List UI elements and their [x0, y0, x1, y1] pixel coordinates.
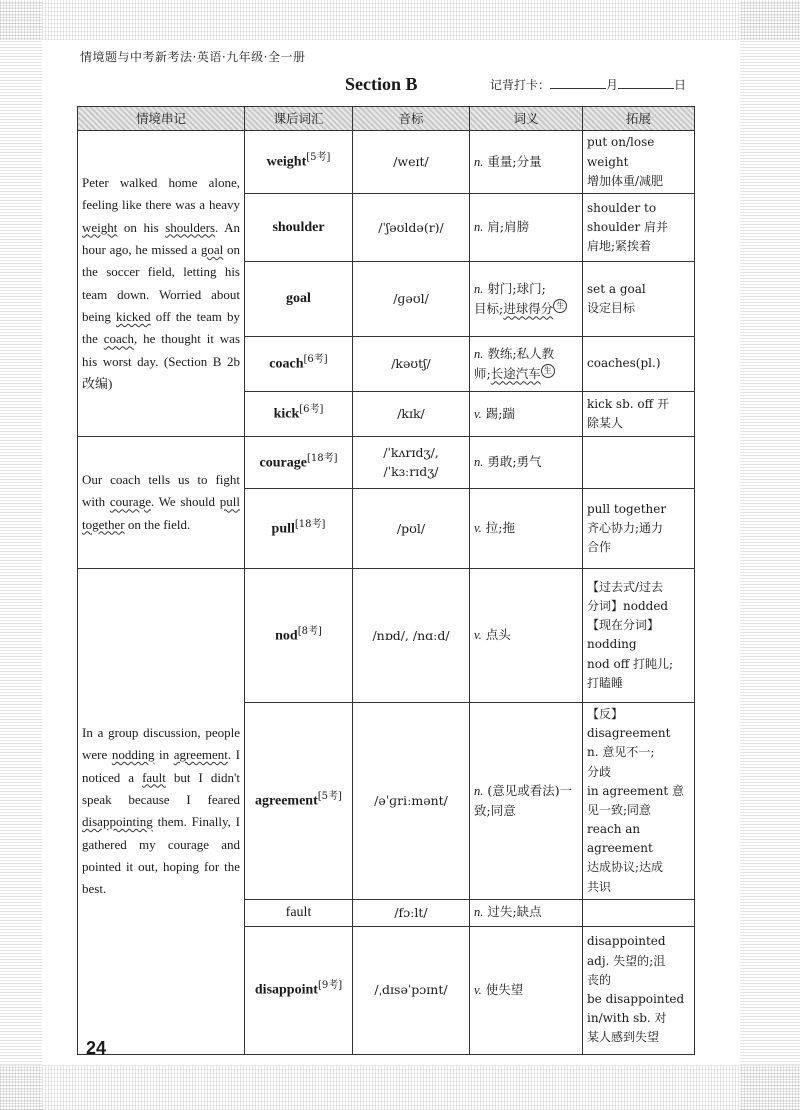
vocab-word: fault [245, 899, 353, 926]
meaning: n. 肩;肩膀 [470, 193, 583, 261]
extension: shoulder to shoulder 肩并 肩地;紧挨着 [583, 193, 695, 261]
context-story-2: Our coach tells us to fight with courage. We should pull together on the field. [78, 436, 245, 568]
keyword: weight [82, 219, 118, 235]
context-story-3: In a group discussion, people were nodding in agreement. I noticed a fault but I didn't speak because I feared disappointing them. Finally, I gathered my courage and pointed it out, hoping for the best. [78, 568, 245, 1054]
extension: kick sb. off 开 除某人 [583, 391, 695, 436]
vocab-word: coach[6考] [245, 336, 353, 391]
new-word-badge: 生 [553, 299, 567, 313]
keyword: agreement [173, 747, 228, 763]
meaning: n. 重量;分量 [470, 131, 583, 194]
meaning: n. 射门;球门; 目标;进球得分 生 [470, 261, 583, 336]
column-header: 情境串记 [78, 107, 245, 131]
keyword: shoulders [165, 219, 216, 235]
context-story-1: Peter walked home alone, feeling like there was a heavy weight on his shoulders. An hour ago, he missed a goal on the soccer field, letting his team down. Worried about being kicked off the team by the coach, he thought it was his worst day. (Section B 2b 改编) [78, 131, 245, 437]
vocab-word: courage[18考] [245, 436, 353, 488]
vocab-word: kick[6考] [245, 391, 353, 436]
keyword: nodding [111, 747, 155, 763]
vocabulary-table [77, 106, 695, 1055]
page-number: 24 [86, 1038, 107, 1058]
meaning: v. 点头 [470, 568, 583, 702]
vocab-word: goal [245, 261, 353, 336]
meaning: n. 过失;缺点 [470, 899, 583, 926]
phonetic: /kɪk/ [353, 391, 470, 436]
extension: disappointed adj. 失望的;沮 丧的 be disappointed in/with sb. 对 某人感到失望 [583, 926, 695, 1054]
scan-edge-top [0, 0, 800, 40]
meaning: v. 使失望 [470, 926, 583, 1054]
extension [583, 436, 695, 488]
phonetic: /əˈɡriːmənt/ [353, 702, 470, 899]
keyword: pull together [82, 494, 240, 532]
keyword: kicked [115, 309, 151, 325]
meaning: n. (意见或看法)一致;同意 [470, 702, 583, 899]
day-label: 日 [674, 78, 687, 92]
book-title: 情境题与中考新考法·英语·九年级·全一册 [80, 50, 306, 64]
keyword: courage [109, 494, 151, 510]
phonetic: /pʊl/ [353, 488, 470, 568]
meaning: v. 拉;拖 [470, 488, 583, 568]
column-header: 课后词汇 [245, 107, 353, 131]
vocab-word: nod[8考] [245, 568, 353, 702]
phonetic: /kəʊtʃ/ [353, 336, 470, 391]
section-title: Section B [345, 74, 418, 94]
table-header-row [78, 107, 695, 131]
vocab-word: weight[5考] [245, 131, 353, 194]
extension [583, 899, 695, 926]
meaning: n. 勇敢;勇气 [470, 436, 583, 488]
scan-edge-bottom [0, 1065, 800, 1110]
new-word-badge: 生 [541, 364, 555, 378]
extension: 【过去式/过去 分词】nodded 【现在分词】 nodding nod off 打盹儿; 打瞌睡 [583, 568, 695, 702]
keyword: coach [103, 331, 135, 347]
phonetic: /ɡəʊl/ [353, 261, 470, 336]
keyword: disappointing [82, 814, 153, 830]
checkin-label: 记背打卡： [490, 78, 551, 92]
vocab-word: agreement[5考] [245, 702, 353, 899]
table-row [78, 131, 695, 194]
vocab-word: pull[18考] [245, 488, 353, 568]
column-header: 词义 [470, 107, 583, 131]
meaning: v. 踢;踹 [470, 391, 583, 436]
phonetic: /weɪt/ [353, 131, 470, 194]
keyword: fault [142, 769, 166, 785]
checkin-line [490, 76, 686, 93]
extension: coaches(pl.) [583, 336, 695, 391]
scan-edge-right [740, 0, 800, 1110]
extension: set a goal 设定目标 [583, 261, 695, 336]
month-label: 月 [606, 78, 619, 92]
column-header: 音标 [353, 107, 470, 131]
day-blank [618, 76, 674, 89]
phonetic: /ˈkʌrɪdʒ/, /ˈkɜːrɪdʒ/ [353, 436, 470, 488]
keyword: goal [200, 241, 224, 257]
table-row [78, 568, 695, 702]
extension: put on/lose weight 增加体重/减肥 [583, 131, 695, 194]
phonetic: /ˈʃəʊldə(r)/ [353, 193, 470, 261]
month-blank [550, 76, 606, 89]
vocab-word: disappoint[9考] [245, 926, 353, 1054]
column-header: 拓展 [583, 107, 695, 131]
extension: 【反】disagreement n. 意见不一; 分歧 in agreement 意 见一致;同意 reach an agreement 达成协议;达成 共识 [583, 702, 695, 899]
extension: pull together 齐心协力;通力 合作 [583, 488, 695, 568]
scan-edge-left [0, 0, 42, 1110]
vocab-word: shoulder [245, 193, 353, 261]
table-row [78, 436, 695, 488]
meaning: n. 教练;私人教 师;长途汽车 生 [470, 336, 583, 391]
phonetic: /fɔːlt/ [353, 899, 470, 926]
phonetic: /nɒd/, /nɑːd/ [353, 568, 470, 702]
phonetic: /ˌdɪsəˈpɔɪnt/ [353, 926, 470, 1054]
